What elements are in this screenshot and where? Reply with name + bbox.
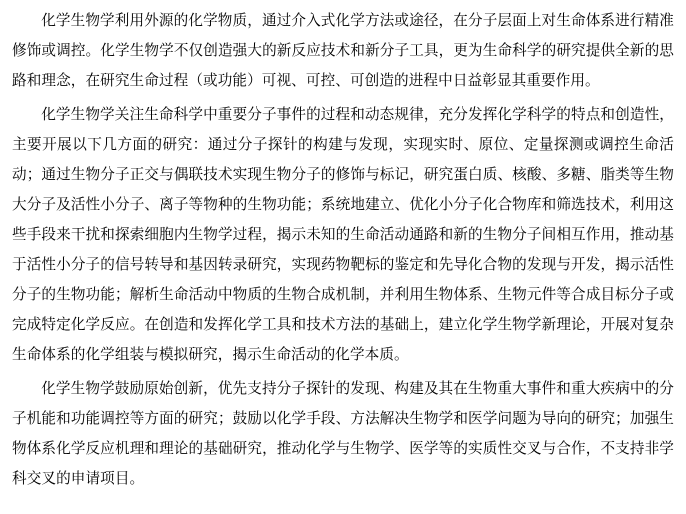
- paragraph-3: 化学生物学鼓励原始创新，优先支持分子探针的发现、构建及其在生物重大事件和重大疾病中的分子机能和功能调控等方面的研究；鼓励以化学手段、方法解决生物学和医学问题为导向的研究；加强生物体系化学反应机理和理论的基础研究，推动化学与生物学、医学等的实质性交叉与合作，不支持非学科交叉的申请项目。: [12, 380, 674, 487]
- paragraph-1: 化学生物学利用外源的化学物质，通过介入式化学方法或途径，在分子层面上对生命体系进行精准修饰或调控。化学生物学不仅创造强大的新反应技术和新分子工具，更为生命科学的研究提供全新的思路和理念，在研究生命过程（或功能）可视、可控、可创造的进程中日益彰显其重要作用。: [12, 12, 674, 89]
- paragraph-2: 化学生物学关注生命科学中重要分子事件的过程和动态规律，充分发挥化学科学的特点和创造性，主要开展以下几方面的研究：通过分子探针的构建与发现，实现实时、原位、定量探测或调控生命活动；通过生物分子正交与偶联技术实现生物分子的修饰与标记，研究蛋白质、核酸、多糖、脂类等生物大分子及活性小分子、离子等物种的生物功能；系统地建立、优化小分子化合物库和筛选技术，利用这些手段来干扰和探索细胞内生物学过程，揭示未知的生命活动通路和新的生物分子间相互作用，推动基于活性小分子的信号转导和基因转录研究，实现药物靶标的鉴定和先导化合物的发现与开发，揭示活性分子的生物功能；解析生命活动中物质的生物合成机制，并利用生物体系、生物元件等合成目标分子或完成特定化学反应。在创造和发挥化学工具和技术方法的基础上，建立化学生物学新理论，开展对复杂生命体系的化学组装与模拟研究，揭示生命活动的化学本质。: [12, 106, 674, 363]
